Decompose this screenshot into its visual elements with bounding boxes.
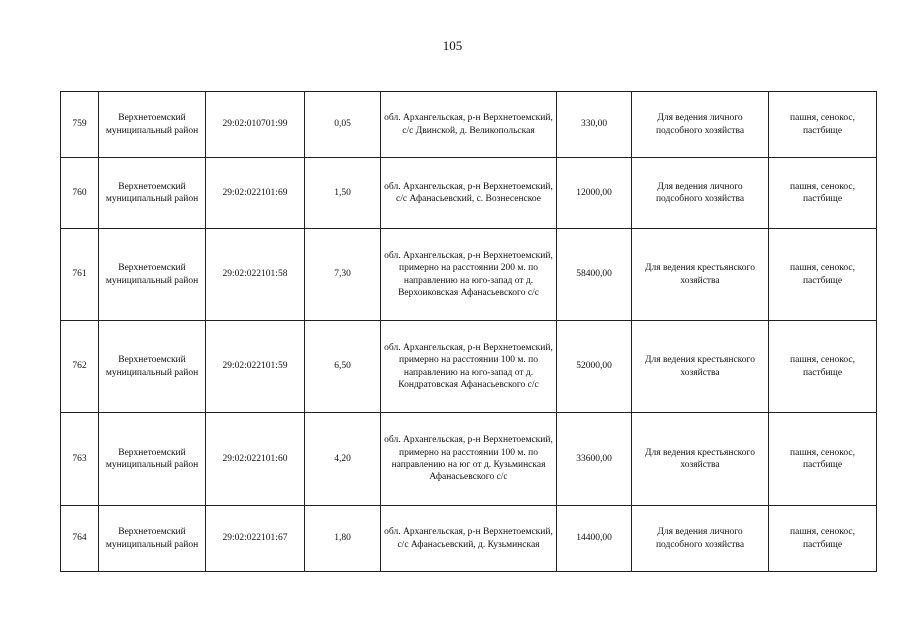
cell-land-use: пашня, сенокос, пастбище bbox=[769, 158, 877, 229]
cell-area: 7,30 bbox=[305, 229, 381, 321]
cell-price: 58400,00 bbox=[557, 229, 632, 321]
cell-purpose: Для ведения личного подсобного хозяйства bbox=[632, 158, 769, 229]
cell-cadastral-number: 29:02:010701:99 bbox=[206, 92, 305, 158]
cell-address: обл. Архангельская, р-н Верхнетоемский, примерно на расстоянии 200 м. по направлению на юго-запад от д. Верхоиковская Афанасьевского с/с bbox=[381, 229, 557, 321]
cell-area: 4,20 bbox=[305, 413, 381, 506]
cell-area: 6,50 bbox=[305, 321, 381, 413]
cell-price: 52000,00 bbox=[557, 321, 632, 413]
cell-land-use: пашня, сенокос, пастбище bbox=[769, 413, 877, 506]
cell-price: 12000,00 bbox=[557, 158, 632, 229]
cell-land-use: пашня, сенокос, пастбище bbox=[769, 321, 877, 413]
table-row bbox=[61, 321, 877, 413]
cell-number: 760 bbox=[61, 158, 99, 229]
cell-district: Верхнетоемский муниципальный район bbox=[99, 92, 206, 158]
cell-purpose: Для ведения личного подсобного хозяйства bbox=[632, 92, 769, 158]
cell-district: Верхнетоемский муниципальный район bbox=[99, 506, 206, 572]
land-plots-table bbox=[60, 91, 877, 572]
cell-number: 762 bbox=[61, 321, 99, 413]
cell-land-use: пашня, сенокос, пастбище bbox=[769, 92, 877, 158]
cell-area: 1,50 bbox=[305, 158, 381, 229]
cell-district: Верхнетоемский муниципальный район bbox=[99, 413, 206, 506]
cell-address: обл. Архангельская, р-н Верхнетоемский, примерно на расстоянии 100 м. по направлению на юг от д. Кузьминская Афанасьевского с/с bbox=[381, 413, 557, 506]
cell-area: 1,80 bbox=[305, 506, 381, 572]
cell-area: 0,05 bbox=[305, 92, 381, 158]
table-row bbox=[61, 413, 877, 506]
cell-land-use: пашня, сенокос, пастбище bbox=[769, 506, 877, 572]
cell-purpose: Для ведения личного подсобного хозяйства bbox=[632, 506, 769, 572]
cell-district: Верхнетоемский муниципальный район bbox=[99, 158, 206, 229]
cell-address: обл. Архангельская, р-н Верхнетоемский, примерно на расстоянии 100 м. по направлению на юго-запад от д. Кондратовская Афанасьевского с/с bbox=[381, 321, 557, 413]
cell-price: 14400,00 bbox=[557, 506, 632, 572]
cell-number: 763 bbox=[61, 413, 99, 506]
cell-address: обл. Архангельская, р-н Верхнетоемский, с/с Афанасьевский, с. Вознесенское bbox=[381, 158, 557, 229]
cell-purpose: Для ведения крестьянского хозяйства bbox=[632, 229, 769, 321]
cell-number: 761 bbox=[61, 229, 99, 321]
cell-number: 764 bbox=[61, 506, 99, 572]
cell-purpose: Для ведения крестьянского хозяйства bbox=[632, 321, 769, 413]
cell-purpose: Для ведения крестьянского хозяйства bbox=[632, 413, 769, 506]
table-row bbox=[61, 229, 877, 321]
cell-price: 33600,00 bbox=[557, 413, 632, 506]
cell-price: 330,00 bbox=[557, 92, 632, 158]
cell-cadastral-number: 29:02:022101:69 bbox=[206, 158, 305, 229]
cell-land-use: пашня, сенокос, пастбище bbox=[769, 229, 877, 321]
cell-address: обл. Архангельская, р-н Верхнетоемский, с/с Афанасьевский, д. Кузьминская bbox=[381, 506, 557, 572]
table-row bbox=[61, 506, 877, 572]
table-row bbox=[61, 158, 877, 229]
cell-address: обл. Архангельская, р-н Верхнетоемский, с/с Двинской, д. Великопольская bbox=[381, 92, 557, 158]
cell-district: Верхнетоемский муниципальный район bbox=[99, 321, 206, 413]
cell-cadastral-number: 29:02:022101:59 bbox=[206, 321, 305, 413]
table-row bbox=[61, 92, 877, 158]
cell-district: Верхнетоемский муниципальный район bbox=[99, 229, 206, 321]
cell-cadastral-number: 29:02:022101:58 bbox=[206, 229, 305, 321]
cell-cadastral-number: 29:02:022101:60 bbox=[206, 413, 305, 506]
page-number: 105 bbox=[442, 38, 463, 53]
cell-cadastral-number: 29:02:022101:67 bbox=[206, 506, 305, 572]
cell-number: 759 bbox=[61, 92, 99, 158]
